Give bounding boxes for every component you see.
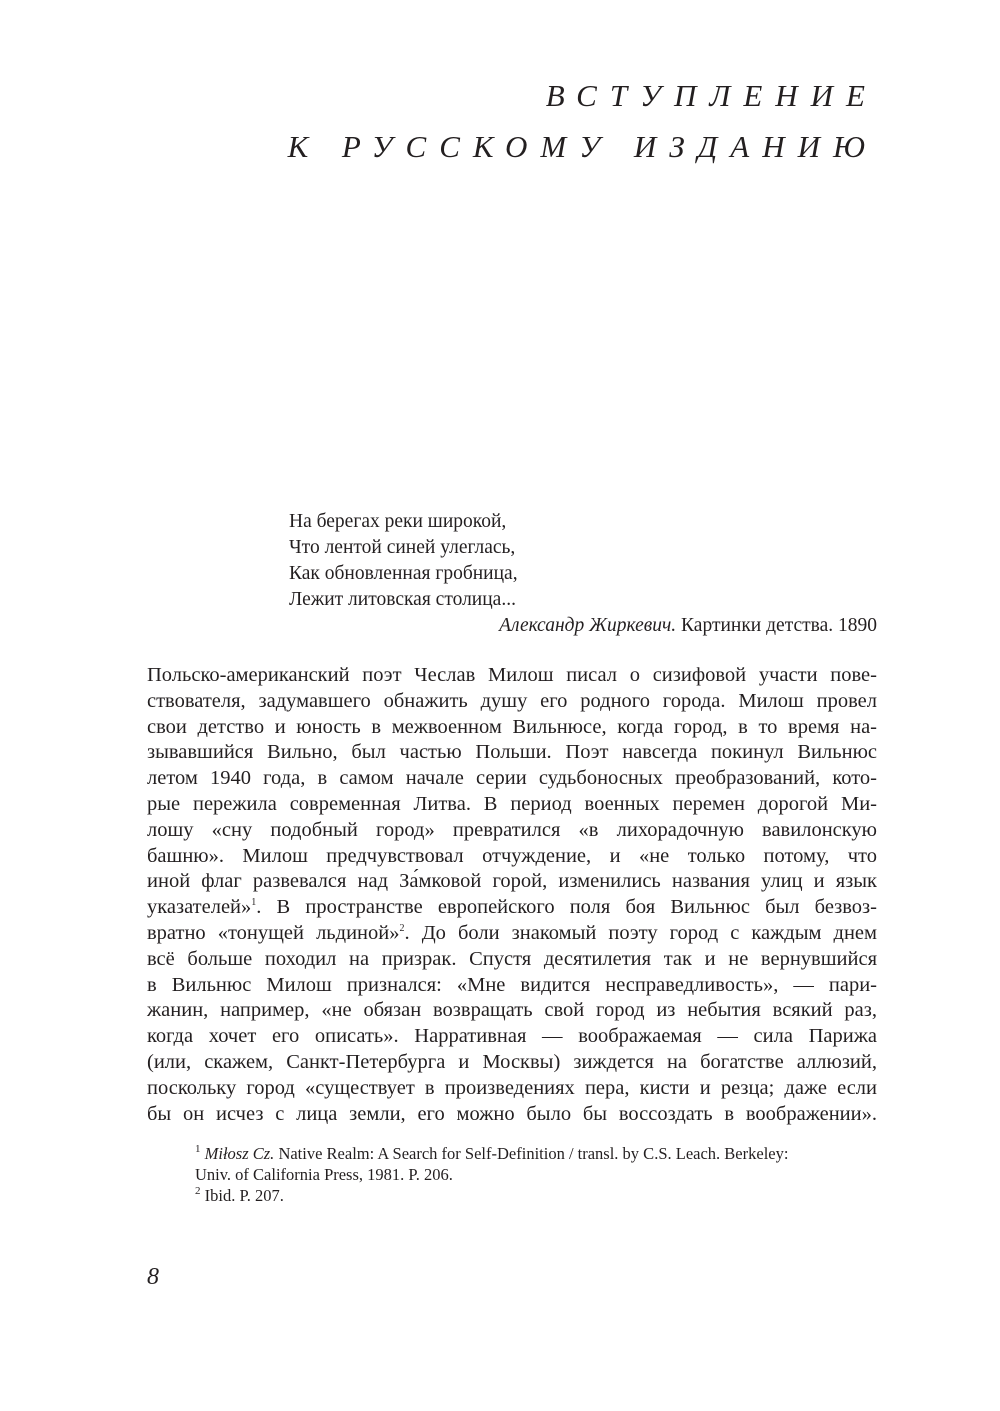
poem-line: Что лентой синей улеглась, (289, 537, 516, 558)
text-line: ствователя, задумавшего обнажить душу его родного города. Милош провел (147, 689, 877, 712)
footnote-text: Ibid. P. 207. (200, 1186, 284, 1205)
body-paragraph (147, 663, 877, 1127)
text-line: Польско-американский поэт Чеслав Милош писал о сизифовой участи пове- (147, 664, 877, 686)
footnote-number: 1 (195, 1143, 201, 1155)
footnote-number: 2 (195, 1185, 201, 1197)
text-line: жанин, например, «не обязан возвращать свой город из небытия всякий раз, (147, 999, 877, 1022)
page-number: 8 (147, 1264, 159, 1290)
text-line: башню». Милош предчувствовал отчуждение, и «не только потому, что (147, 844, 877, 867)
text-line: бы он исчез с лица земли, его можно было бы воссоздать в воображении». (147, 1102, 877, 1125)
poem-line: На берегах реки широкой, (289, 511, 507, 532)
text-segment: . До боли знакомый поэту город с каждым днем (404, 921, 877, 944)
text-segment: вратно «тонущей льдиной» (147, 921, 400, 944)
text-line: поскольку город «существует в произведениях пера, кисти и резца; даже если (147, 1076, 877, 1099)
text-line: всё больше походил на призрак. Спустя десятилетия так и не вернувшийся (147, 947, 877, 970)
text-segment: . В пространстве европейского поля боя Вильнюс был безвоз- (256, 896, 877, 919)
epigraph-attribution (499, 613, 877, 639)
poem-line: Лежит литовская столица... (289, 589, 516, 610)
footnote-1-cont: Univ. of California Press, 1981. P. 206. (195, 1165, 453, 1184)
footnote-ref-2[interactable]: 2 (399, 922, 405, 934)
text-line: лошу «сну подобный город» превратился «в лихорадочную вавилонскую (147, 818, 877, 841)
chapter-title-line-1: ВСТУПЛЕНИЕ (545, 78, 878, 113)
text-line (147, 895, 877, 921)
footnote-2 (195, 1185, 788, 1206)
poem-line: Как обновленная гробница, (289, 563, 518, 584)
text-line: свои детство и юность в межвоенном Вильнюсе, когда город, в то время на- (147, 715, 877, 738)
text-line (147, 921, 877, 947)
footnote-text: Native Realm: A Search for Self-Definition / transl. by C.S. Leach. Berkeley: (274, 1144, 789, 1163)
epigraph-poem (289, 509, 518, 613)
text-line: рые пережила современная Литва. В период военных перемен дорогой Ми- (147, 792, 877, 815)
text-line: зывавшийся Вильно, был частью Польши. Поэт навсегда покинул Вильнюс (147, 741, 877, 764)
text-line: (или, скажем, Санкт-Петербурга и Москвы) зиждется на богатстве аллюзий, (147, 1050, 877, 1073)
chapter-title-line-2: К РУССКОМУ ИЗДАНИЮ (287, 129, 878, 164)
footnotes (195, 1143, 788, 1206)
text-line: иной флаг развевался над За́мковой горой, изменились названия улиц и язык (147, 870, 877, 893)
footnote-1 (195, 1143, 788, 1164)
text-line: когда хочет его описать». Нарративная — воображаемая — сила Парижа (147, 1025, 877, 1048)
footnote-ref-1[interactable]: 1 (251, 897, 257, 909)
text-line: в Вильнюс Милош признался: «Мне видится несправедливость», — пари- (147, 973, 877, 996)
epigraph-source: Картинки детства. 1890 (676, 615, 877, 636)
text-segment: указателей» (147, 896, 252, 919)
text-line: летом 1940 года, в самом начале серии судьбоносных преобразований, кото- (147, 767, 877, 790)
footnote-author: Miłosz Cz. (204, 1144, 275, 1163)
epigraph-author: Александр Жиркевич. (499, 615, 677, 636)
